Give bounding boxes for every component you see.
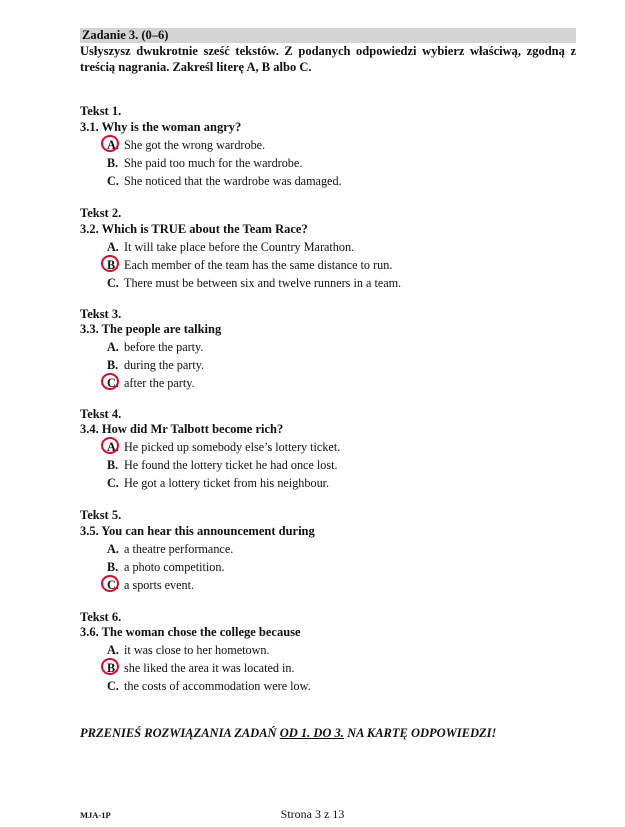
tekst-6-label: Tekst 6. <box>80 610 122 624</box>
question-3-1: 3.1. Why is the woman angry? <box>80 120 242 134</box>
option-3-5-b[interactable]: B. a photo competition. <box>107 560 225 574</box>
question-3-6: 3.6. The woman chose the college because <box>80 625 301 639</box>
task-header: Zadanie 3. (0–6) <box>80 28 576 43</box>
question-3-4: 3.4. How did Mr Talbott become rich? <box>80 422 284 436</box>
question-3-2: 3.2. Which is TRUE about the Team Race? <box>80 222 308 236</box>
option-3-3-a[interactable]: A. before the party. <box>107 340 204 354</box>
option-3-2-c[interactable]: C. There must be between six and twelve runners in a team. <box>107 276 402 290</box>
tekst-2-label: Tekst 2. <box>80 206 122 220</box>
option-3-6-b[interactable]: B. she liked the area it was located in. <box>107 661 295 676</box>
tekst-5-label: Tekst 5. <box>80 508 122 522</box>
answer-circle-mark <box>101 373 119 390</box>
answer-circle-mark <box>101 575 119 592</box>
option-3-5-a[interactable]: A. a theatre performance. <box>107 542 234 556</box>
option-3-3-b[interactable]: B. during the party. <box>107 358 205 372</box>
tekst-1-label: Tekst 1. <box>80 104 122 118</box>
option-3-1-a[interactable]: A. She got the wrong wardrobe. <box>107 138 265 153</box>
option-3-6-c[interactable]: C. the costs of accommodation were low. <box>107 679 311 693</box>
tekst-3-label: Tekst 3. <box>80 307 122 321</box>
option-3-2-b[interactable]: B. Each member of the team has the same distance to run. <box>107 258 392 273</box>
task-instructions: Usłyszysz dwukrotnie sześć tekstów. Z podanych odpowiedzi wybierz właściwą, zgodną z treścią nagrania. Zakreśl literę A, B albo C. <box>80 44 576 74</box>
option-3-6-a[interactable]: A. it was close to her hometown. <box>107 643 270 657</box>
option-3-1-c[interactable]: C. She noticed that the wardrobe was damaged. <box>107 174 342 188</box>
question-3-5: 3.5. You can hear this announcement during <box>80 524 315 538</box>
question-3-3: 3.3. The people are talking <box>80 322 222 336</box>
answer-circle-mark <box>101 437 119 454</box>
answer-circle-mark <box>101 658 119 675</box>
transfer-answers-note: PRZENIEŚ ROZWIĄZANIA ZADAŃ OD 1. DO 3. NA KARTĘ ODPOWIEDZI! <box>80 726 497 740</box>
exam-code: MJA-1P <box>80 810 111 820</box>
option-3-4-c[interactable]: C. He got a lottery ticket from his neighbour. <box>107 476 330 490</box>
option-3-2-a[interactable]: A. It will take place before the Country Marathon. <box>107 240 355 254</box>
option-3-5-c[interactable]: C. a sports event. <box>107 578 194 593</box>
page-number: Strona 3 z 13 <box>280 807 345 821</box>
answer-circle-mark <box>101 135 119 152</box>
answer-circle-mark <box>101 255 119 272</box>
option-3-4-b[interactable]: B. He found the lottery ticket he had once lost. <box>107 458 338 472</box>
option-3-4-a[interactable]: A. He picked up somebody else’s lottery ticket. <box>107 440 340 455</box>
tekst-4-label: Tekst 4. <box>80 407 122 421</box>
option-3-1-b[interactable]: B. She paid too much for the wardrobe. <box>107 156 303 170</box>
option-3-3-c[interactable]: C. after the party. <box>107 376 195 391</box>
